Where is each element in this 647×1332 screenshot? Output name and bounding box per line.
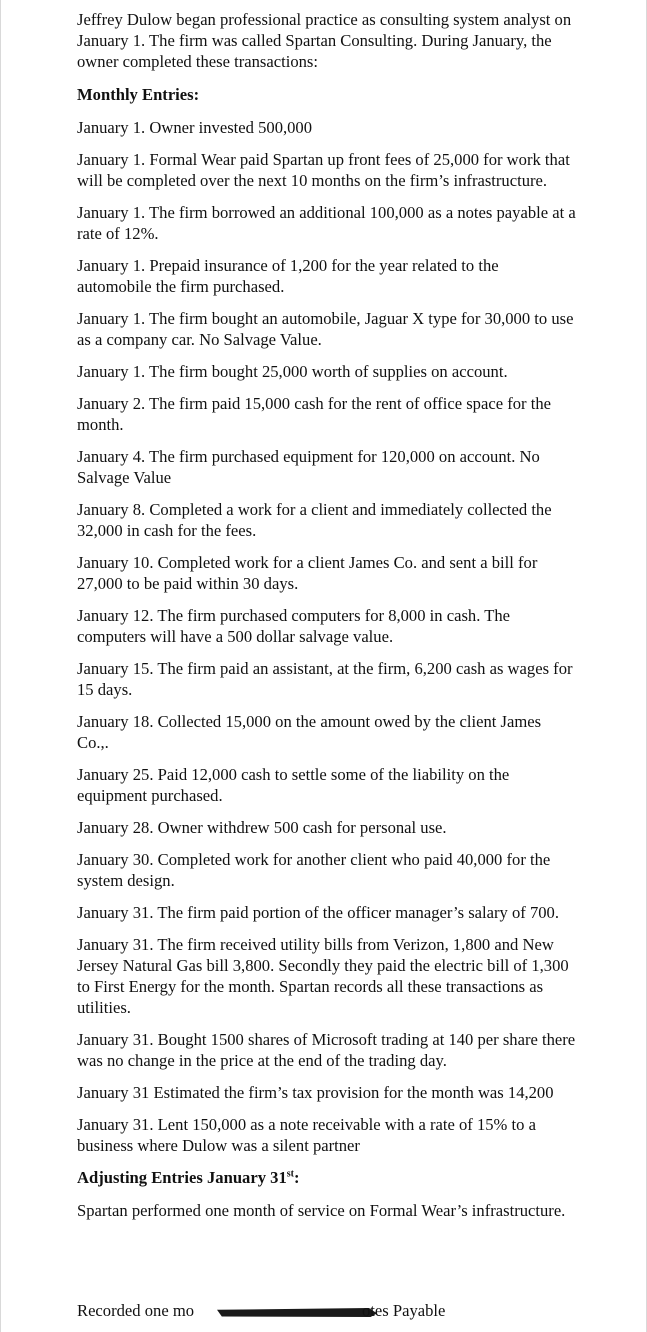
monthly-entries-heading: Monthly Entries:: [77, 85, 200, 104]
entry-paragraph: January 31. The firm paid portion of the officer manager’s salary of 700.: [77, 903, 559, 922]
entry-paragraph: January 1. Owner invested 500,000: [77, 118, 313, 137]
entry-paragraph: January 1. The firm bought an automobile, Jaguar X type for 30,000 to use as a company car. No Salvage Value.: [77, 309, 574, 349]
entry-paragraph: January 30. Completed work for another client who paid 40,000 for the system design.: [77, 850, 551, 890]
intro-paragraph: Jeffrey Dulow began professional practice as consulting system analyst on January 1. The firm was called Spartan Consulting. During January, the owner completed these transactions:: [77, 10, 572, 71]
adjusting-entries-heading: [77, 1167, 577, 1188]
entry-paragraph: January 8. Completed a work for a client and immediately collected the 32,000 in cash for the fees.: [77, 500, 552, 540]
adjusting-heading-text: Adjusting Entries January 31: [77, 1168, 287, 1187]
entry-paragraph: January 10. Completed work for a client James Co. and sent a bill for 27,000 to be paid within 30 days.: [77, 553, 538, 593]
entry-paragraph: January 1. Formal Wear paid Spartan up front fees of 25,000 for work that will be completed over the next 10 months on the firm’s infrastructure.: [77, 150, 570, 190]
entry-paragraph: January 31. The firm received utility bills from Verizon, 1,800 and New Jersey Natural Gas bill 3,800. Secondly they paid the electric bill of 1,300 to First Energy for the month. Spartan records all these transactions as utilities.: [77, 935, 569, 1017]
adjusting-entry-paragraph: Spartan performed one month of service on Formal Wear’s infrastructure.: [77, 1201, 566, 1220]
cut-line-start: Recorded one mo: [77, 1301, 195, 1320]
entry-paragraph: January 12. The firm purchased computers for 8,000 in cash. The computers will have a 500 dollar salvage value.: [77, 606, 511, 646]
entry-paragraph: January 25. Paid 12,000 cash to settle some of the liability on the equipment purchased.: [77, 765, 510, 805]
entry-paragraph: January 1. Prepaid insurance of 1,200 for the year related to the automobile the firm purchased.: [77, 256, 499, 296]
entry-paragraph: January 18. Collected 15,000 on the amount owed by the client James Co.,.: [77, 712, 542, 752]
cut-line-end: otes Payable: [362, 1301, 446, 1320]
monthly-entries-list: [77, 117, 577, 1156]
entry-paragraph: January 31. Bought 1500 shares of Microsoft trading at 140 per share there was no change in the price at the end of the trading day.: [77, 1030, 576, 1070]
entry-paragraph: January 28. Owner withdrew 500 cash for personal use.: [77, 818, 447, 837]
entry-paragraph: January 1. The firm bought 25,000 worth of supplies on account.: [77, 362, 508, 381]
entry-paragraph: January 31. Lent 150,000 as a note receivable with a rate of 15% to a business where Dulow was a silent partner: [77, 1115, 536, 1155]
entry-paragraph: January 15. The firm paid an assistant, at the firm, 6,200 cash as wages for 15 days.: [77, 659, 573, 699]
entry-paragraph: January 4. The firm purchased equipment for 120,000 on account. No Salvage Value: [77, 447, 540, 487]
obscured-text-mark: [217, 1308, 377, 1317]
entry-paragraph: January 2. The firm paid 15,000 cash for the rent of office space for the month.: [77, 394, 551, 434]
entry-paragraph: January 1. The firm borrowed an additional 100,000 as a notes payable at a rate of 12%.: [77, 203, 576, 243]
adjusting-heading-ordinal: st: [286, 1168, 294, 1180]
entry-paragraph: January 31 Estimated the firm’s tax provision for the month was 14,200: [77, 1083, 554, 1102]
adjusting-heading-colon: :: [294, 1168, 300, 1187]
document-body: [77, 9, 577, 1232]
